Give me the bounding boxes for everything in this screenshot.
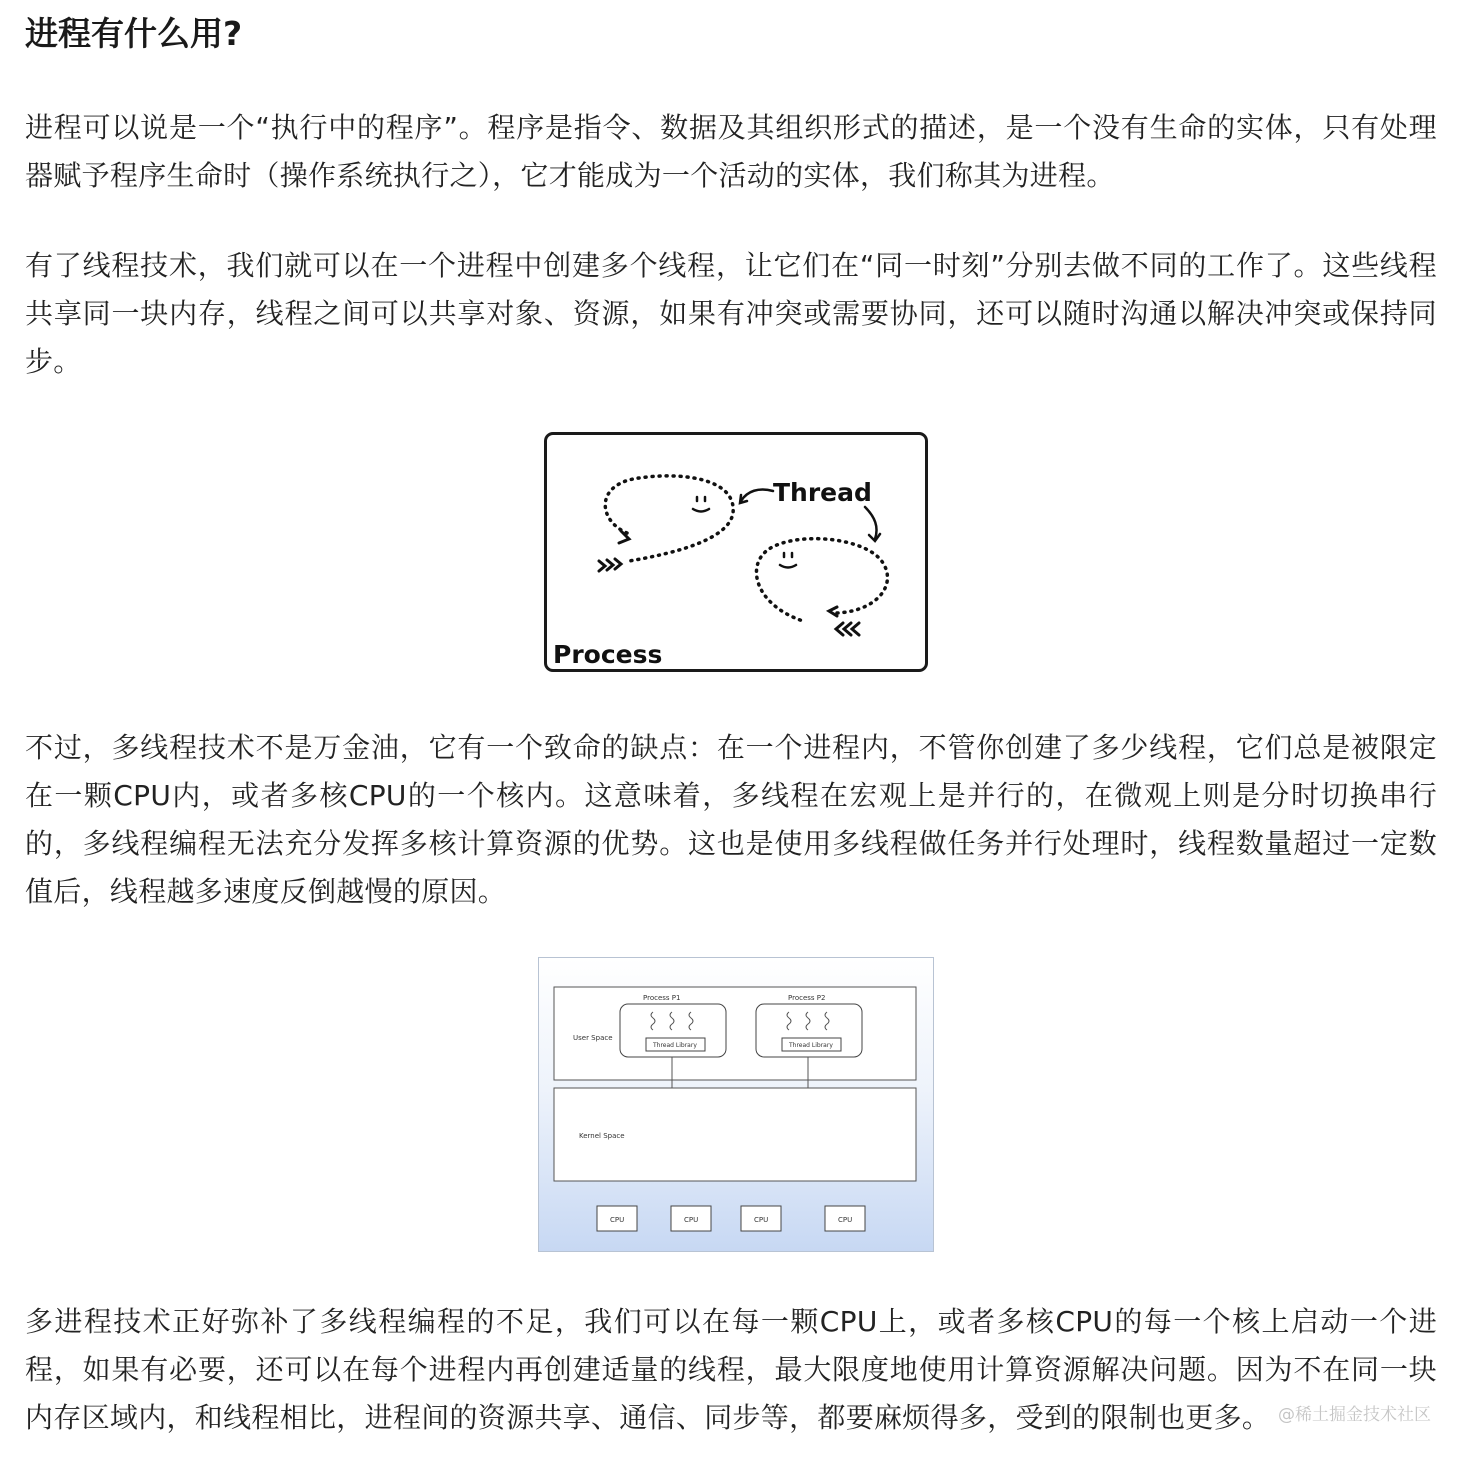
paragraph-process-definition: 进程可以说是一个“执行中的程序”。程序是指令、数据及其组织形式的描述，是一个没有生命的实体，只有处理器赋予程序生命时（操作系统执行之），它才能成为一个活动的实体，我们称其为进程。 <box>25 111 1437 192</box>
cpu-label-4: CPU <box>838 1216 853 1224</box>
svg-text:Thread Library: Thread Library <box>653 1042 697 1049</box>
paragraph-multiprocess: 多进程技术正好弥补了多线程编程的不足，我们可以在每一颗CPU上，或者多核CPU的每一个核上启动一个进程，如果有必要，还可以在每个进程内再创建适量的线程，最大限度地使用计算资源解决问题。因为不在同一块内存区域内，和线程相比，进程间的资源共享、通信、同步等，都要麻烦得多，受到的限制也更多。 <box>25 1305 1437 1434</box>
thread-arrow-right <box>829 607 837 616</box>
thread-loop-right <box>756 539 887 621</box>
paragraph-thread-limits: 不过，多线程技术不是万金油，它有一个致命的缺点：在一个进程内，不管你创建了多少线程，它们总是被限定在一颗CPU内，或者多核CPU的一个核内。这意味着，多线程在宏观上是并行的，在微观上则是分时切换串行的，多线程编程无法充分发挥多核计算资源的优势。这也是使用多线程做任务并行处理时，线程数量超过一定数值后，线程越多速度反倒越慢的原因。 <box>25 731 1437 908</box>
user-space-label: User Space <box>573 1034 613 1042</box>
kernel-space-label: Kernel Space <box>579 1132 625 1140</box>
pointer-arrow-right <box>865 507 877 539</box>
section-heading: 进程有什么用? <box>25 14 243 53</box>
pointer-arrow-left <box>741 489 773 501</box>
process-label: Process <box>553 640 663 669</box>
process-p2-label: Process P2 <box>788 994 826 1002</box>
watermark: @稀土掘金技术社区 <box>1278 1405 1431 1425</box>
smiley-right <box>780 553 796 568</box>
user-kernel-diagram <box>539 958 933 1251</box>
thread-label: Thread <box>773 478 872 507</box>
smiley-left <box>693 497 709 512</box>
thread-loop-left <box>605 476 733 561</box>
svg-text:Thread Library: Thread Library <box>789 1042 833 1049</box>
chevrons-left <box>599 559 621 571</box>
figure-process-threads <box>544 432 928 672</box>
cpu-row <box>597 1206 865 1231</box>
process-p1-label: Process P1 <box>643 994 681 1002</box>
cpu-label-2: CPU <box>684 1216 699 1224</box>
process-threads-illustration <box>547 435 925 669</box>
figure-user-kernel-space <box>538 957 934 1252</box>
chevrons-right <box>836 623 859 635</box>
paragraph-threads: 有了线程技术，我们就可以在一个进程中创建多个线程，让它们在“同一时刻”分别去做不同的工作了。这些线程共享同一块内存，线程之间可以共享对象、资源，如果有冲突或需要协同，还可以随时沟通以解决冲突或保持同步。 <box>25 249 1437 378</box>
cpu-label-1: CPU <box>610 1216 625 1224</box>
cpu-label-3: CPU <box>754 1216 769 1224</box>
